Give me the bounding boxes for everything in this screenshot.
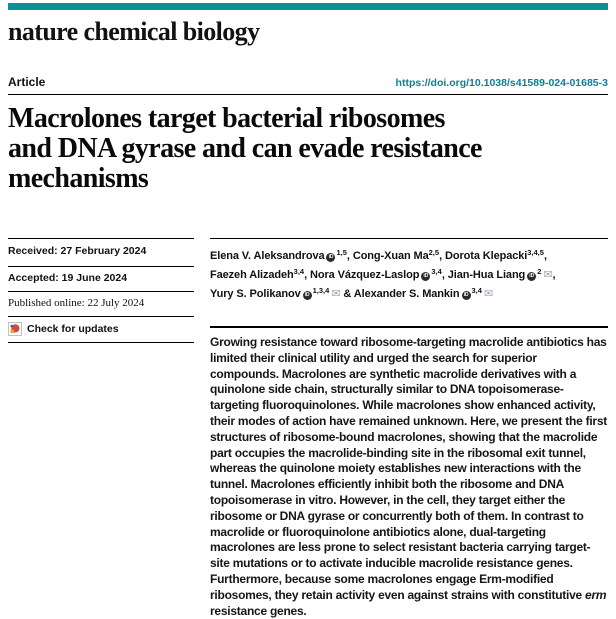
orcid-icon[interactable]: iD <box>326 253 335 262</box>
abstract <box>210 335 608 619</box>
published-date: Published online: 22 July 2024 <box>8 292 194 317</box>
affiliation-superscript: 2,5 <box>428 248 440 257</box>
received-date: Received: 27 February 2024 <box>8 238 194 267</box>
author-line <box>210 264 608 283</box>
doi-link[interactable]: https://doi.org/10.1038/s41589-024-01685-3 <box>395 77 608 89</box>
article-type-label: Article <box>8 75 46 89</box>
envelope-icon[interactable]: ✉ <box>483 288 494 300</box>
article-info-sidebar <box>8 238 194 619</box>
author-name: Nora Vázquez-Laslop <box>310 269 420 281</box>
journal-logo: nature chemical biology <box>8 17 260 46</box>
affiliation-superscript: 3,4 <box>431 267 442 276</box>
abstract-italic-segment: erm <box>585 587 607 602</box>
affiliation-superscript: 3,4,5 <box>527 248 544 257</box>
affiliation-superscript: 3,4 <box>471 286 482 295</box>
envelope-icon[interactable]: ✉ <box>331 288 341 300</box>
orcid-icon[interactable]: iD <box>527 272 536 281</box>
author-name: Alexander S. Mankin <box>353 288 460 300</box>
author-separator: , <box>439 250 445 262</box>
author-separator: , <box>552 269 556 281</box>
article-title-line: mechanisms <box>8 163 149 194</box>
affiliation-superscript: 1,5 <box>336 248 347 257</box>
journal-brand-bar <box>8 3 608 10</box>
orcid-icon[interactable]: iD <box>421 272 430 281</box>
article-title-line: and DNA gyrase and can evade resistance <box>8 133 482 164</box>
affiliation-superscript: 2 <box>537 267 542 276</box>
check-for-updates-label: Check for updates <box>27 323 119 335</box>
author-line <box>210 283 608 302</box>
author-separator: , <box>441 269 448 281</box>
author-separator: , <box>304 269 311 281</box>
author-list <box>210 245 608 302</box>
accepted-date: Accepted: 19 June 2024 <box>8 267 194 292</box>
crossmark-icon <box>8 322 22 336</box>
author-separator: , <box>543 250 547 262</box>
affiliation-superscript: 3,4 <box>293 267 305 276</box>
check-for-updates-button[interactable] <box>8 317 194 343</box>
article-title <box>8 104 608 194</box>
author-name: Yury S. Polikanov <box>210 288 301 300</box>
affiliation-superscript: 1,3,4 <box>312 286 330 295</box>
author-name: Cong-Xuan Ma <box>352 250 429 262</box>
envelope-icon[interactable]: ✉ <box>543 269 553 281</box>
author-name: Jian-Hua Liang <box>447 269 526 281</box>
author-separator: , <box>346 250 353 262</box>
article-title-line: Macrolones target bacterial ribosomes <box>8 103 445 134</box>
article-header-row <box>8 75 608 95</box>
orcid-icon[interactable]: iD <box>303 291 312 300</box>
abstract-section <box>210 326 608 619</box>
author-separator: & <box>340 288 354 300</box>
author-name: Faezeh Alizadeh <box>210 269 294 281</box>
author-line <box>210 245 608 264</box>
article-main-column <box>210 238 608 619</box>
two-column-layout <box>8 238 608 619</box>
author-name: Dorota Klepacki <box>445 250 528 262</box>
abstract-segment: Growing resistance toward ribosome-targeting macrolide antibiotics has limited their clinical utility and urged the search for superior compounds. Macrolones are synthetic macrolide derivatives with a quinolone side chain, structurally similar to DNA topoisomerase-targeting fluoroquinolones. While macrolones show enhanced activity, their modes of action have remained unknown. Here, we present the first structures of ribosome-bound macrolones, showing that the macrolide part occupies the macrolide-binding site in the ribosomal exit tunnel, whereas the quinolone moiety establishes new interactions with the tunnel. Macrolones efficiently inhibit both the ribosome and DNA topoisomerase in vitro. However, in the cell, they target either the ribosome or DNA gyrase or concurrently both of them. In contrast to macrolide or fluoroquinolone antibiotics alone, dual-targeting macrolones are less prone to select resistant bacteria carrying target-site mutations or to activate inducible macrolide resistance genes. Furthermore, because some macrolones engage Erm-modified ribosomes, they retain activity even against strains with constitutive <box>210 335 608 602</box>
orcid-icon[interactable]: iD <box>462 291 471 300</box>
abstract-segment: resistance genes. <box>210 603 307 618</box>
author-name: Elena V. Aleksandrova <box>210 250 325 262</box>
